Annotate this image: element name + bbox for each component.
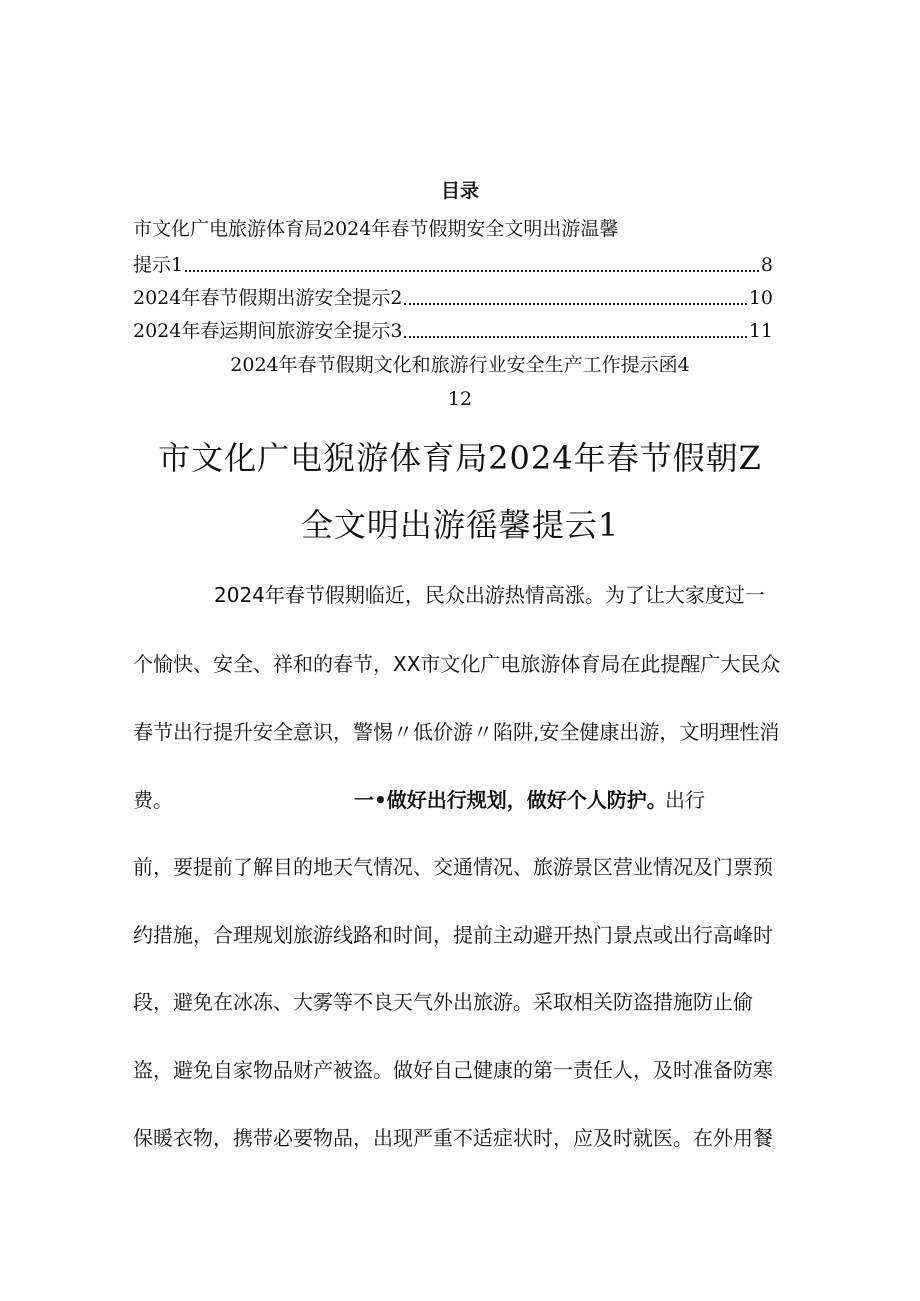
toc-entry-4-page: 12 — [447, 388, 473, 410]
toc-entry-1-page: 8 — [760, 254, 773, 276]
toc-leader-dots — [185, 269, 759, 272]
toc-leader-dots — [404, 302, 746, 305]
toc-entry-3-label: 2024年春运期间旅游安全提示3 — [133, 320, 403, 342]
body-line-3: 春节出行提升安全意识，警惕〃低价游〃陷阱,安全健康出游，文明理性消 — [133, 720, 780, 744]
body-line-6: 约措施，合理规划旅游线路和时间，提前主动避开热门景点或出行高峰时 — [133, 923, 773, 947]
toc-entry-2-page: 10 — [748, 287, 773, 309]
toc-entry-1-label: 提示1 — [133, 254, 184, 276]
body-line-1: 2024年春节假期临近，民众出游热情高涨。为了让大家度过一 — [214, 583, 765, 607]
toc-entry-1-line1[interactable]: 市文化广电旅游体育局2024年春节假期安全文明出游温馨 — [133, 218, 619, 240]
body-line-2: 个愉快、安全、祥和的春节，XX市文化广电旅游体育局在此提醒广大民众 — [133, 652, 781, 676]
toc-entry-3-page: 11 — [748, 320, 773, 342]
toc-title: 目录 — [440, 180, 479, 202]
toc-entry-2[interactable] — [133, 285, 773, 311]
body-line-4: 费。 — [133, 788, 173, 812]
toc-entry-4-label[interactable]: 2024年春节假期文化和旅游行业安全生产工作提示函4 — [230, 354, 690, 376]
article-title-line2: 全文明出游徭馨提云1 — [300, 506, 620, 544]
article-title-line1: 市文化广电猊游体育局2024年春节假朝Z — [158, 439, 762, 477]
toc-entry-3[interactable] — [133, 318, 773, 344]
toc-entry-1[interactable] — [133, 252, 773, 278]
section-heading-1: 一•做好出行规划，做好个人防护。 — [354, 788, 667, 812]
toc-entry-2-label: 2024年春节假期出游安全提示2 — [133, 287, 403, 309]
body-line-8: 盗，避免自家物品财产被盗。做好自己健康的第一责任人，及时准备防寒 — [133, 1058, 773, 1082]
body-line-7: 段，避免在冰冻、大雾等不良天气外出旅游。采取相关防盗措施防止偷 — [133, 990, 753, 1014]
body-line-4b: 出行 — [665, 788, 705, 812]
body-line-5: 前，要提前了解目的地天气情况、交通情况、旅游景区营业情况及门票预 — [133, 855, 773, 879]
toc-leader-dots — [404, 335, 746, 338]
body-line-9: 保暖衣物，携带必要物品，出现严重不适症状时，应及时就医。在外用餐 — [133, 1126, 773, 1150]
